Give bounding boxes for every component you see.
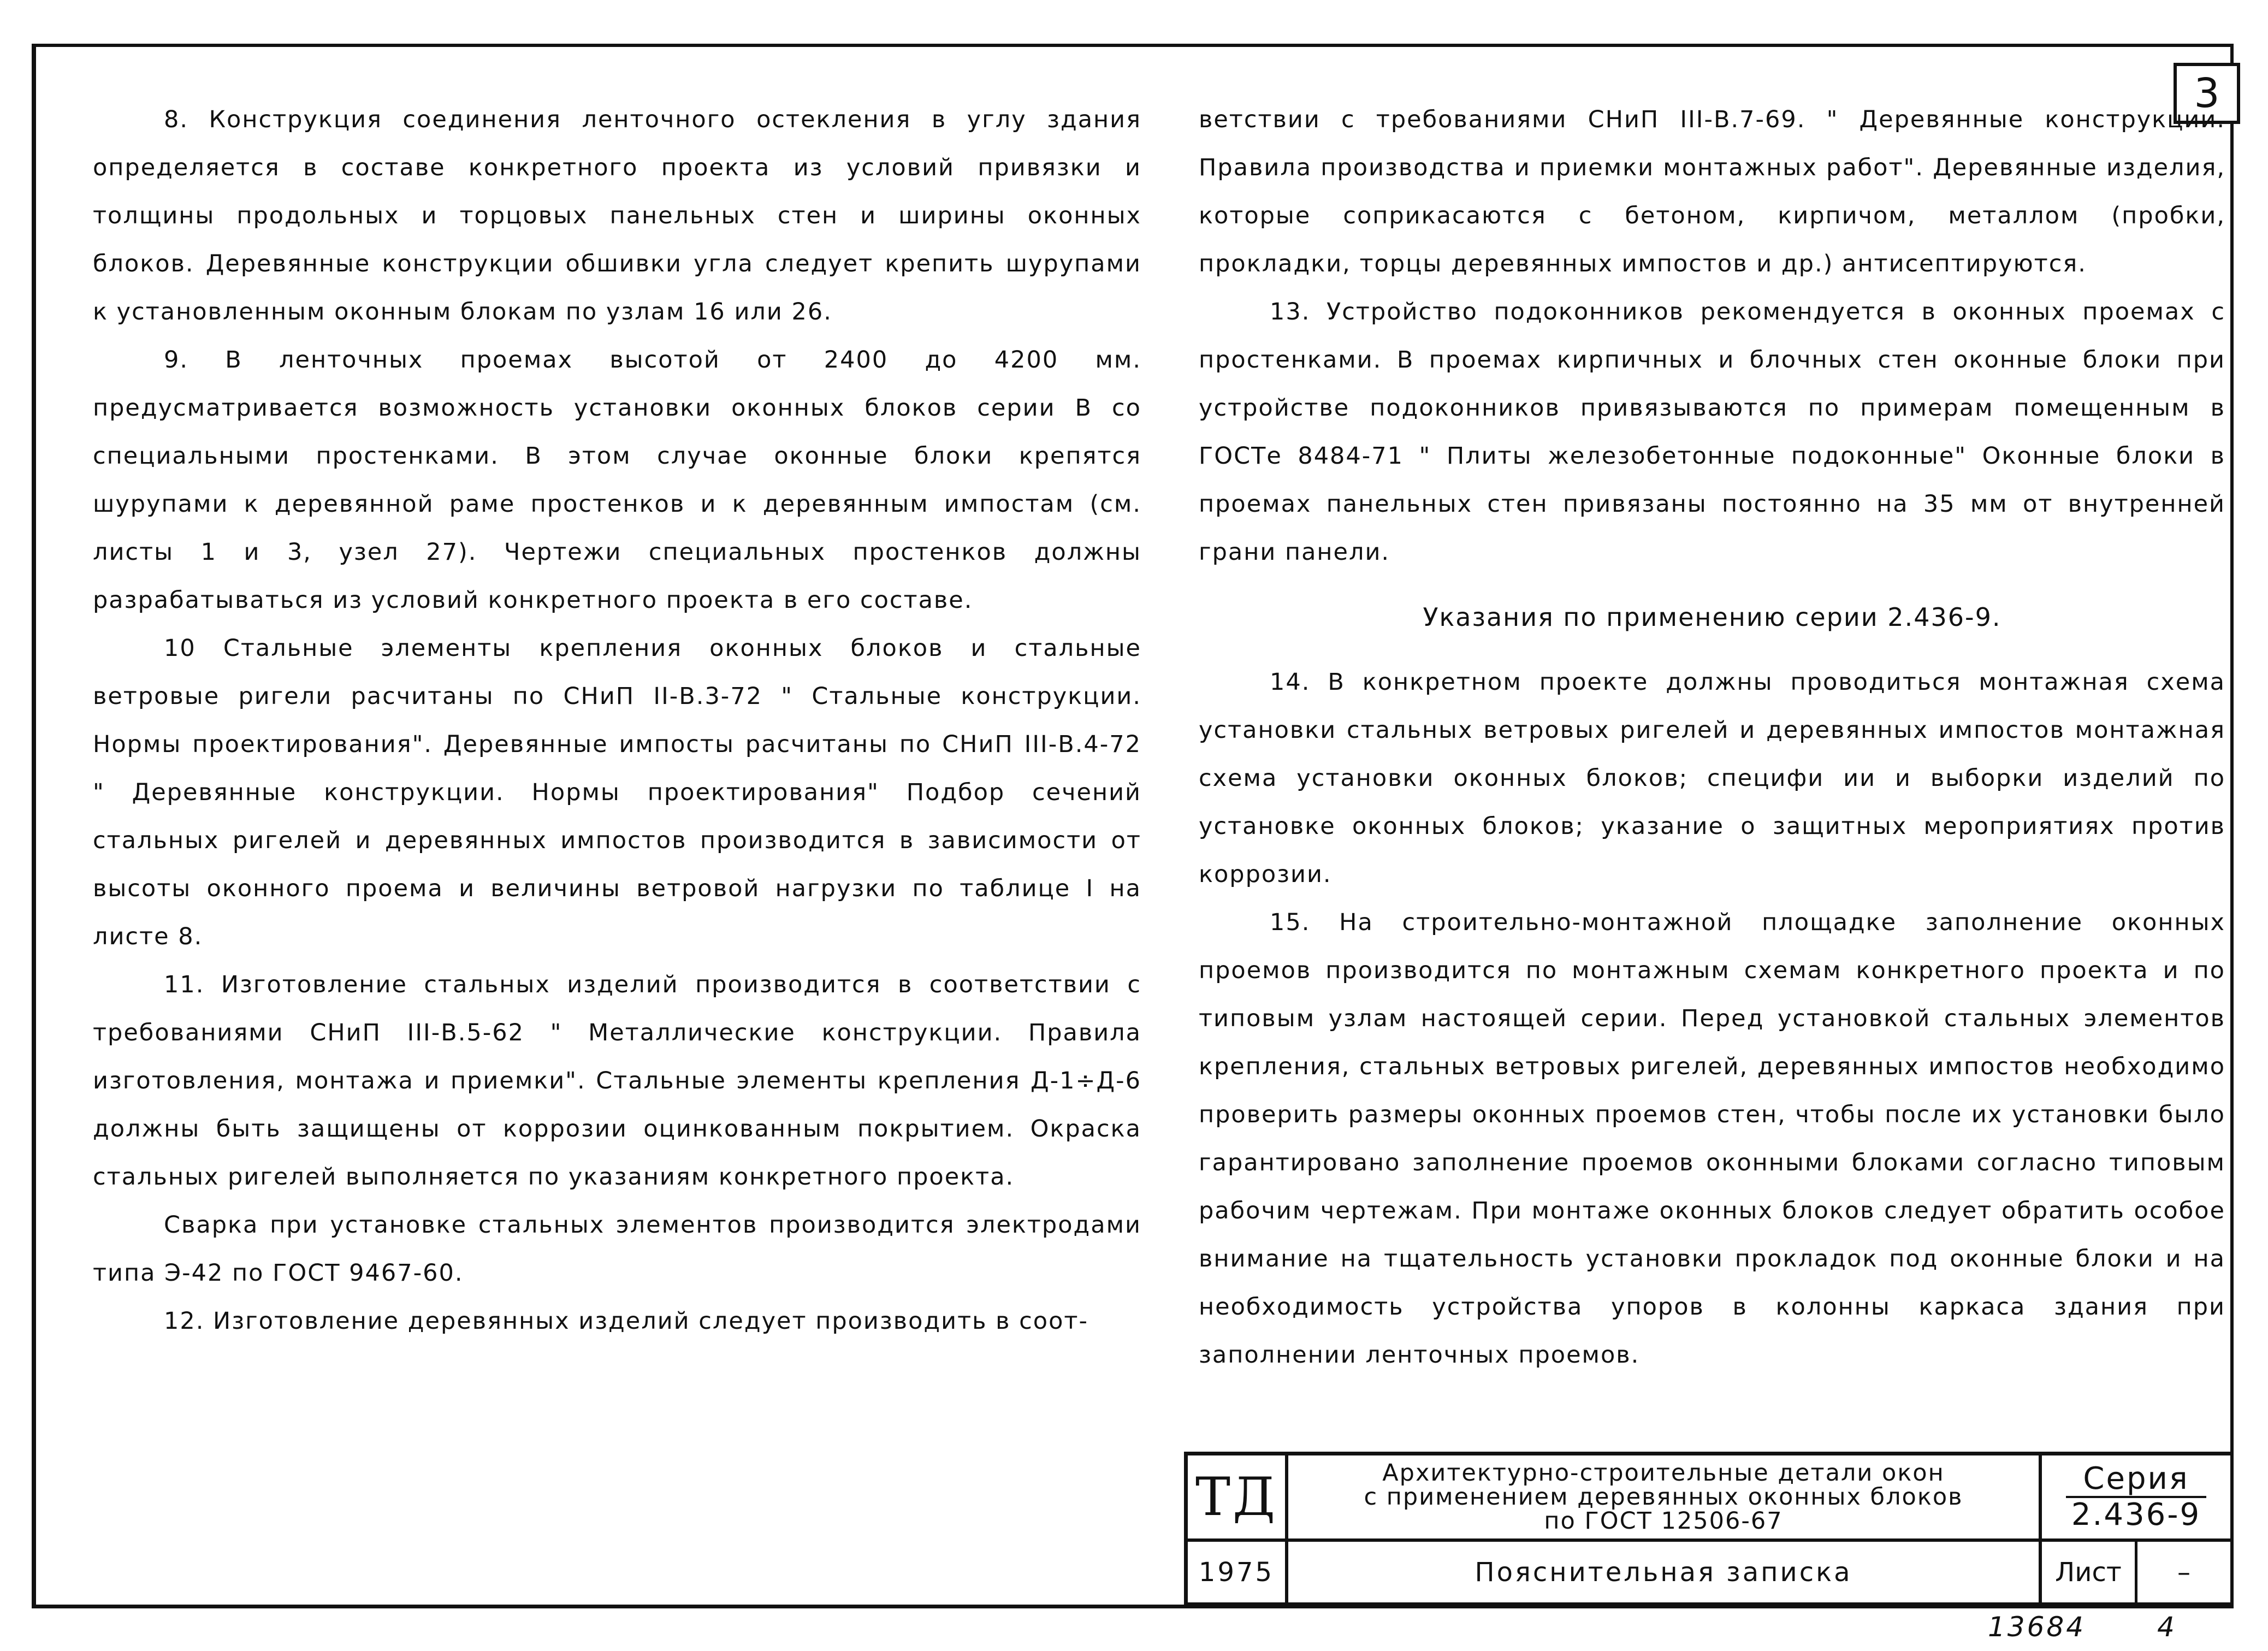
title-line-3: по ГОСТ 12506-67	[1544, 1507, 1783, 1535]
archive-number: 13684	[1988, 1611, 2086, 1643]
series-cell	[2042, 1455, 2234, 1542]
title-line-1: Архитектурно-строительные детали окон	[1382, 1459, 1945, 1487]
paragraph-12-continued: ветствии с требованиями СНиП III-В.7-69. " Деревянные конструкции. Правила производства и приемки монтажных работ". Деревянные изделия, которые соприкасаются с бетоном, кирпичом, металлом (пробки, прокладки, торцы деревянных импостов и др.) антисептируются.	[1199, 106, 2225, 277]
paragraph-10: 10 Стальные элементы крепления оконных блоков и стальные ветровые ригели расчитаны по СНиП II-В.3-72 " Стальные конструкции. Нормы проектирования". Деревянные импосты расчитаны по СНиП III-В.4-72 " Деревянные конструкции. Нормы проектирования" Подбор сечений стальных ригелей и деревянных импостов производится в зависимости от высоты оконного проема и величины ветровой нагрузки по таблице I на листе 8.	[93, 635, 1141, 950]
sheet-cell	[2042, 1542, 2234, 1606]
organization-logo: ТД	[1188, 1455, 1288, 1542]
paragraph-8: 8. Конструкция соединения ленточного остекления в углу здания определяется в составе конкретного проекта из условий привязки и толщины продольных и торцовых панельных стен и ширины оконных блоков. Деревянные конструкции обшивки угла следует крепить шурупами к установленным оконным блокам по узлам 16 или 26.	[93, 106, 1141, 326]
left-text-column	[93, 96, 1141, 1345]
sheet-corner-number: 3	[2174, 63, 2240, 124]
document-title	[1288, 1455, 2042, 1542]
series-label: Серия	[2083, 1461, 2189, 1496]
title-block	[1184, 1452, 2234, 1606]
paragraph-12-start: 12. Изготовление деревянных изделий следует производить в соот-	[164, 1307, 1088, 1335]
paragraph-11: 11. Изготовление стальных изделий производится в соответствии с требованиями СНиП III-В.5-62 " Металлические конструкции. Правила изготовления, монтажа и приемки". Стальные элементы крепления Д-1÷Д-6 должны быть защищены от коррозии оцинкованным покрытием. Окраска стальных ригелей выполняется по указаниям конкретного проекта.	[93, 971, 1141, 1191]
page-number: 4	[2157, 1611, 2177, 1643]
paragraph-15: 15. На строительно-монтажной площадке заполнение оконных проемов производится по монтажным схемам конкретного проекта и по типовым узлам настоящей серии. Перед установкой стальных элементов крепления, стальных ветровых ригелей, деревянных импостов необходимо проверить размеры оконных проемов стен, чтобы после их установки было гарантировано заполнение проемов оконными блоками согласно типовым рабочим чертежам. При монтаже оконных блоков следует обратить особое внимание на тщательность установки прокладок под оконные блоки и на необходимость устройства упоров в колонны каркаса здания при заполнении ленточных проемов.	[1199, 909, 2225, 1369]
year-cell: 1975	[1188, 1542, 1288, 1606]
sheet-label: Лист	[2042, 1542, 2137, 1602]
section-heading: Указания по применению серии 2.436-9.	[1423, 602, 2001, 632]
paragraph-14: 14. В конкретном проекте должны проводиться монтажная схема установки стальных ветровых ригелей и деревянных импостов монтажная схема установки оконных блоков; специфи ии и выборки изделий по установке оконных блоков; указание о защитных мероприятиях против коррозии.	[1199, 668, 2225, 888]
title-line-2: с применением деревянных оконных блоков	[1364, 1483, 1963, 1511]
right-text-column	[1199, 96, 2225, 1379]
paragraph-welding: Сварка при установке стальных элементов производится электродами типа Э-42 по ГОСТ 9467-60.	[93, 1211, 1141, 1287]
sheet-value: –	[2177, 1557, 2190, 1588]
document-name: Пояснительная записка	[1288, 1542, 2042, 1606]
series-value: 2.436-9	[2066, 1496, 2206, 1532]
paragraph-9: 9. В ленточных проемах высотой от 2400 до 4200 мм. предусматривается возможность установки оконных блоков серии В со специальными простенками. В этом случае оконные блоки крепятся шурупами к деревянной раме простенков и к деревянным импостам (см. листы 1 и 3, узел 27). Чертежи специальных простенков должны разрабатываться из условий конкретного проекта в его составе.	[93, 346, 1141, 614]
paragraph-13: 13. Устройство подоконников рекомендуется в оконных проемах с простенками. В проемах кирпичных и блочных стен оконные блоки при устройстве подоконников привязываются по примерам помещенным в ГОСТе 8484-71 " Плиты железобетонные подоконные" Оконные блоки в проемах панельных стен привязаны постоянно на 35 мм от внутренней грани панели.	[1199, 298, 2225, 566]
